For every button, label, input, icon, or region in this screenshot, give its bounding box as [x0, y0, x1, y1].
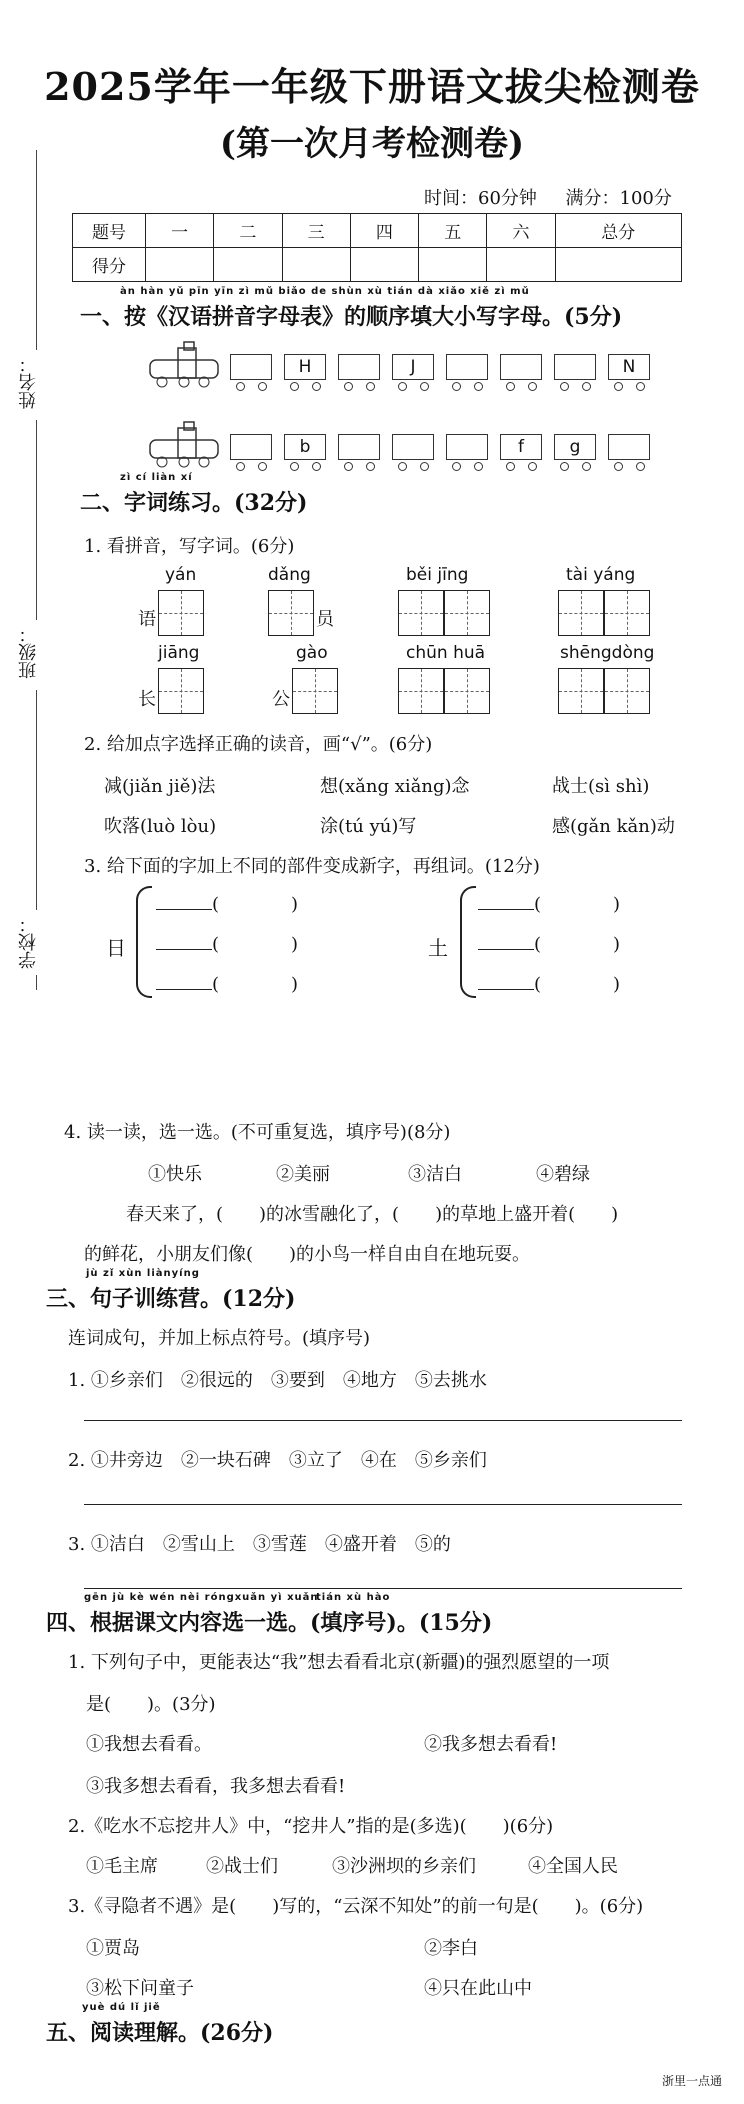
writing-grid[interactable] [158, 590, 204, 636]
side-divider [36, 150, 37, 350]
wheel-icon [528, 382, 537, 391]
class-label: 班级： [18, 625, 39, 679]
option-item: ②美丽 [276, 1164, 330, 1185]
wheel-icon [236, 462, 245, 471]
score-header-cell: 一 [146, 214, 214, 248]
q2-4-prompt: 4. 读一读，选一选。(不可重复选，填序号)(8分) [64, 1122, 451, 1143]
q2-2-prompt: 2. 给加点字选择正确的读音，画“√”。(6分) [84, 734, 433, 755]
choice-option[interactable]: ③沙洲坝的乡亲们 [332, 1856, 476, 1877]
pronunciation-item[interactable]: 战士(sì shì) [552, 776, 650, 797]
train-car[interactable] [608, 434, 650, 460]
writing-grid[interactable] [558, 668, 604, 714]
word-blank-row[interactable]: ( ) [156, 970, 298, 996]
wheel-icon [452, 382, 461, 391]
wheel-icon [560, 382, 569, 391]
q2-3-prompt: 3. 给下面的字加上不同的部件变成新字，再组词。(12分) [84, 856, 540, 877]
watermark: 浙里一点通 [662, 2074, 723, 2088]
wheel-icon [236, 382, 245, 391]
wheel-icon [636, 382, 645, 391]
wheel-icon [258, 462, 267, 471]
train-car-letter: b [299, 437, 311, 457]
word-blank-row[interactable]: ( ) [478, 970, 620, 996]
pronunciation-item[interactable]: 减(jiǎn jiě)法 [104, 776, 216, 797]
wheel-icon [258, 382, 267, 391]
brace-icon [460, 886, 476, 998]
score-cell[interactable] [419, 248, 487, 282]
score-table [72, 213, 682, 282]
choice-option[interactable]: ④全国人民 [528, 1856, 618, 1877]
choice-option[interactable]: ③松下问童子 [86, 1978, 194, 1999]
grid-pinyin: tài yáng [566, 565, 636, 585]
side-divider [36, 690, 37, 910]
word-blank-row[interactable]: ( ) [478, 930, 620, 956]
side-divider [36, 420, 37, 620]
page-subtitle: (第一次月考检测卷) [219, 124, 525, 164]
brace-icon [136, 886, 152, 998]
section-2-pinyin: zì cí liàn xí [120, 472, 193, 483]
section-1-pinyin: àn hàn yǔ pīn yīn zì mǔ biǎo de shùn xù tián dà xiǎo xiě zì mǔ [120, 286, 530, 297]
train-car-letter: H [298, 357, 312, 377]
pronunciation-item[interactable]: 涂(tú yú)写 [320, 816, 417, 837]
score-header-cell: 四 [350, 214, 418, 248]
wheel-icon [506, 462, 515, 471]
wheel-icon [366, 462, 375, 471]
passage-line: 的鲜花，小朋友们像( )的小鸟一样自由自在地玩耍。 [84, 1244, 531, 1265]
answer-line[interactable] [84, 1420, 682, 1421]
section-4-heading: 四、根据课文内容选一选。(填序号)。(15分) [46, 1610, 493, 1636]
score-header-cell: 五 [419, 214, 487, 248]
grid-prefix-char: 语 [138, 609, 156, 630]
wheel-icon [614, 462, 623, 471]
train-upper-cars [230, 338, 710, 394]
section-5-heading: 五、阅读理解。(26分) [46, 2020, 274, 2046]
q2-1-prompt: 1. 看拼音，写字词。(6分) [84, 536, 295, 557]
wheel-icon [366, 382, 375, 391]
writing-grid[interactable] [158, 668, 204, 714]
wheel-icon [312, 462, 321, 471]
train-car-letter: f [518, 437, 524, 457]
train-car-letter: g [569, 437, 581, 457]
train-car[interactable] [230, 434, 272, 460]
choice-option[interactable]: ②李白 [424, 1938, 478, 1959]
sentence-item: 3. ①洁白 ②雪山上 ③雪莲 ④盛开着 ⑤的 [68, 1534, 451, 1555]
option-item: ③洁白 [408, 1164, 462, 1185]
choice-option[interactable]: ②战士们 [206, 1856, 278, 1877]
choice-option[interactable]: ②我多想去看看! [424, 1734, 558, 1755]
wheel-icon [312, 382, 321, 391]
word-blank-row[interactable]: ( ) [156, 890, 298, 916]
side-divider [36, 975, 37, 990]
sentence-item: 1. ①乡亲们 ②很远的 ③要到 ④地方 ⑤去挑水 [68, 1370, 487, 1391]
train-car[interactable] [608, 354, 650, 380]
grid-prefix-char: 公 [272, 689, 290, 710]
locomotive-icon [148, 418, 228, 474]
train-car[interactable] [338, 354, 380, 380]
score-cell[interactable] [487, 248, 555, 282]
passage-line: 春天来了，( )的冰雪融化了，( )的草地上盛开着( ) [126, 1204, 619, 1225]
section-4-title [46, 1592, 493, 1637]
choice-option[interactable]: ①毛主席 [86, 1856, 158, 1877]
train-car[interactable] [446, 434, 488, 460]
wheel-icon [560, 462, 569, 471]
wheel-icon [582, 382, 591, 391]
pronunciation-item[interactable]: 想(xǎng xiǎng)念 [320, 776, 470, 797]
wheel-icon [398, 382, 407, 391]
section-2-title [80, 472, 308, 517]
score-cell[interactable] [350, 248, 418, 282]
train-car[interactable] [392, 434, 434, 460]
locomotive-icon [148, 338, 228, 394]
grid-pinyin: shēngdòng [560, 643, 655, 663]
section-3-heading: 三、句子训练营。(12分) [46, 1286, 296, 1312]
component-char: 日 [106, 936, 126, 960]
page-title: 2025学年一年级下册语文拔尖检测卷 [44, 64, 700, 109]
pronunciation-item[interactable]: 吹落(luò lòu) [104, 816, 217, 837]
score-cell[interactable] [214, 248, 282, 282]
option-item: ④碧绿 [536, 1164, 590, 1185]
answer-line[interactable] [84, 1588, 682, 1589]
q4-2-prompt: 2.《吃水不忘挖井人》中，“挖井人”指的是(多选)( )(6分) [68, 1816, 554, 1837]
score-table-header [73, 214, 682, 248]
score-cell[interactable] [555, 248, 681, 282]
train-car[interactable] [230, 354, 272, 380]
school-label: 学校： [18, 915, 39, 969]
wheel-icon [452, 462, 461, 471]
wheel-icon [420, 382, 429, 391]
score-row-label: 得分 [73, 248, 146, 282]
q4-3-prompt: 3.《寻隐者不遇》是( )写的，“云深不知处”的前一句是( )。(6分) [68, 1896, 644, 1917]
option-item: ①快乐 [148, 1164, 202, 1185]
train-car[interactable] [446, 354, 488, 380]
section-5-pinyin: yuè dú lǐ jiě [82, 2002, 161, 2013]
wheel-icon [636, 462, 645, 471]
section-1-heading: 一、按《汉语拼音字母表》的顺序填大小写字母。(5分) [80, 304, 623, 330]
score-header-cell: 总分 [555, 214, 681, 248]
wheel-icon [344, 462, 353, 471]
wheel-icon [290, 462, 299, 471]
section-1-title [80, 286, 623, 331]
time-label: 时间：60分钟 [424, 188, 537, 209]
wheel-icon [344, 382, 353, 391]
pronunciation-item[interactable]: 感(gǎn kǎn)动 [552, 816, 675, 837]
word-blank-row[interactable]: ( ) [478, 890, 620, 916]
writing-grid[interactable] [268, 590, 314, 636]
wheel-icon [398, 462, 407, 471]
grid-prefix-char: 长 [138, 689, 156, 710]
wheel-icon [582, 462, 591, 471]
section-3-pinyin: jù zǐ xùn liànyíng [86, 1268, 200, 1279]
wheel-icon [420, 462, 429, 471]
train-car-letter: J [410, 357, 416, 377]
choice-option[interactable]: ①贾岛 [86, 1938, 140, 1959]
train-lower-cars [230, 418, 710, 474]
grid-pinyin: gào [296, 643, 328, 663]
train-car[interactable] [338, 434, 380, 460]
wheel-icon [506, 382, 515, 391]
grid-pinyin: běi jīng [406, 565, 469, 585]
wheel-icon [528, 462, 537, 471]
score-cell[interactable] [146, 248, 214, 282]
choice-option[interactable]: ③我多想去看看，我多想去看看! [86, 1776, 346, 1797]
sentence-item: 2. ①井旁边 ②一块石碑 ③立了 ④在 ⑤乡亲们 [68, 1450, 487, 1471]
section-4-pinyin: gēn jù kè wén nèi róngxuǎn yì xuǎn [84, 1592, 319, 1603]
wheel-icon [614, 382, 623, 391]
score-header-cell: 六 [487, 214, 555, 248]
wheel-icon [474, 462, 483, 471]
grid-pinyin: dǎng [268, 565, 311, 585]
train-car[interactable] [284, 434, 326, 460]
writing-grid[interactable] [292, 668, 338, 714]
train-car[interactable] [392, 354, 434, 380]
section-3-intro: 连词成句，并加上标点符号。(填序号) [68, 1328, 371, 1349]
grid-pinyin: jiāng [158, 643, 200, 663]
score-header-cell: 题号 [73, 214, 146, 248]
choice-option[interactable]: ①我想去看看。 [86, 1734, 212, 1755]
component-char: 土 [428, 936, 448, 960]
grid-suffix-char: 员 [316, 609, 334, 630]
writing-grid[interactable] [398, 590, 444, 636]
answer-line[interactable] [84, 1504, 682, 1505]
name-label: 姓名： [18, 355, 39, 409]
train-car-letter: N [622, 357, 636, 377]
score-cell[interactable] [282, 248, 350, 282]
choice-option[interactable]: ④只在此山中 [424, 1978, 532, 1999]
section-2-heading: 二、字词练习。(32分) [80, 490, 308, 516]
section-3-title [46, 1268, 296, 1313]
writing-grid[interactable] [604, 590, 650, 636]
grid-pinyin: yán [165, 565, 197, 585]
train-car[interactable] [500, 434, 542, 460]
train-car[interactable] [554, 434, 596, 460]
train-car[interactable] [284, 354, 326, 380]
writing-grid[interactable] [398, 668, 444, 714]
q4-1-prompt: 1. 下列句子中，更能表达“我”想去看看北京(新疆)的强烈愿望的一项 [68, 1652, 610, 1673]
grid-pinyin: chūn huā [406, 643, 486, 663]
score-table-row [73, 248, 682, 282]
section-4-pinyin: tián xù hào [316, 1592, 391, 1603]
score-header-cell: 二 [214, 214, 282, 248]
writing-grid[interactable] [444, 590, 490, 636]
wheel-icon [290, 382, 299, 391]
writing-grid[interactable] [558, 590, 604, 636]
score-header-cell: 三 [282, 214, 350, 248]
train-car[interactable] [554, 354, 596, 380]
q4-1-prompt-cont: 是( )。(3分) [86, 1694, 216, 1715]
score-label: 满分：100分 [565, 188, 672, 209]
section-5-title [46, 2002, 274, 2047]
writing-grid[interactable] [444, 668, 490, 714]
word-blank-row[interactable]: ( ) [156, 930, 298, 956]
writing-grid[interactable] [604, 668, 650, 714]
train-car[interactable] [500, 354, 542, 380]
exam-meta [424, 184, 672, 210]
wheel-icon [474, 382, 483, 391]
